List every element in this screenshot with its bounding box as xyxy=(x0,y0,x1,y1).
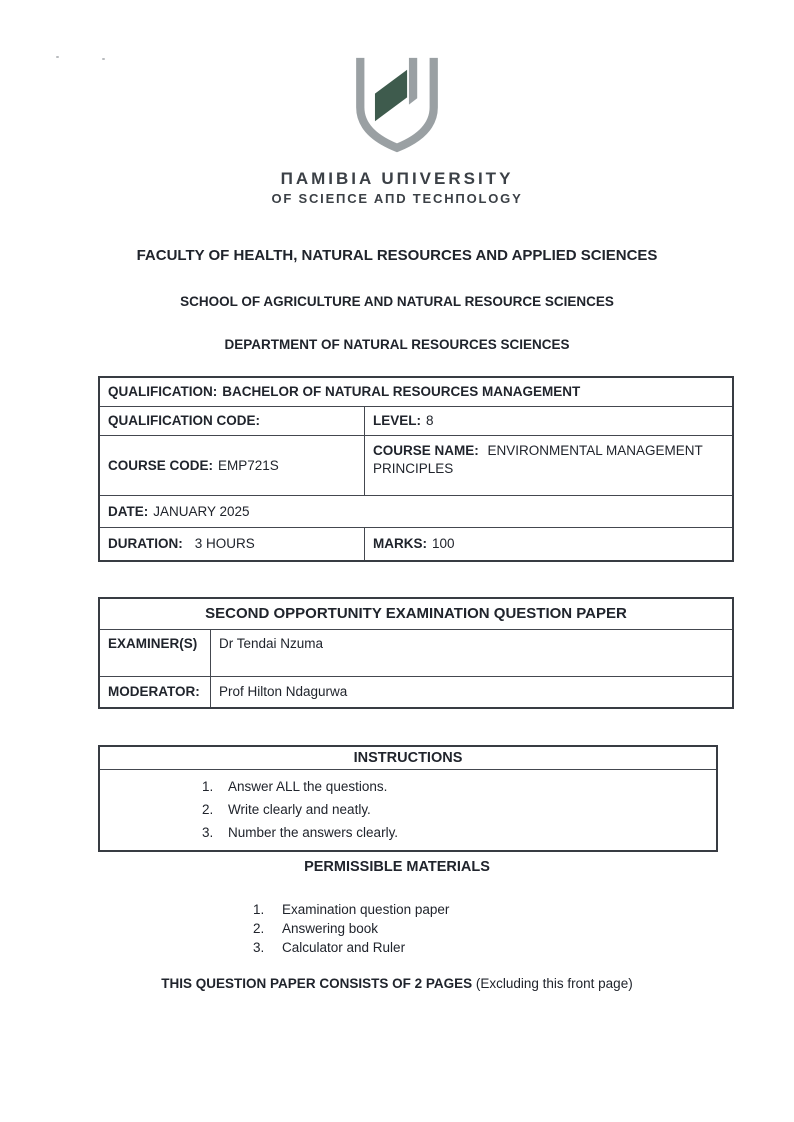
instruction-item xyxy=(202,775,716,798)
item-text: Examination question paper xyxy=(282,902,450,917)
course-name-label: COURSE NAME: xyxy=(373,443,479,458)
item-number: 2. xyxy=(253,921,265,936)
exam-paper-table xyxy=(98,597,734,709)
qualification-label: QUALIFICATION: xyxy=(108,384,218,400)
item-text: Calculator and Ruler xyxy=(282,940,406,955)
item-number: 2. xyxy=(202,802,214,817)
duration-cell xyxy=(100,527,365,560)
qualification-code-cell xyxy=(100,406,365,435)
qualification-code-label: QUALIFICATION CODE: xyxy=(108,413,260,429)
moderator-label: MODERATOR: xyxy=(100,676,211,707)
item-text: Number the answers clearly. xyxy=(228,825,399,840)
item-number: 3. xyxy=(202,825,214,840)
course-code-cell xyxy=(100,435,365,495)
university-shield-icon xyxy=(351,56,443,157)
marks-value: 100 xyxy=(432,536,455,552)
qualification-value: BACHELOR OF NATURAL RESOURCES MANAGEMENT xyxy=(222,384,581,400)
materials-title: PERMISSIBLE MATERIALS xyxy=(304,859,490,875)
materials-list xyxy=(253,900,449,957)
duration-label: DURATION: xyxy=(108,536,183,552)
course-code-value: EMP721S xyxy=(218,457,279,473)
university-logo xyxy=(0,56,794,206)
moderator-value: Prof Hilton Ndagurwa xyxy=(211,676,732,707)
university-tagline: OF SCIEΠCE AΠD TECHΠOLOGY xyxy=(271,191,523,206)
date-label: DATE: xyxy=(108,503,149,519)
marks-cell xyxy=(365,527,732,560)
course-name-cell xyxy=(365,435,732,495)
item-number: 1. xyxy=(253,902,265,917)
university-name: ΠAMIBIA UΠIVERSITY xyxy=(280,169,514,188)
examiner-value: Dr Tendai Nzuma xyxy=(211,629,732,676)
item-text: Answer ALL the questions. xyxy=(228,779,388,794)
instruction-item xyxy=(202,821,716,844)
instructions-list xyxy=(100,770,716,850)
page-count-regular: (Excluding this front page) xyxy=(475,976,633,991)
level-cell xyxy=(365,406,732,435)
instruction-item xyxy=(202,798,716,821)
faculty-heading: FACULTY OF HEALTH, NATURAL RESOURCES AND APPLIED SCIENCES xyxy=(136,247,658,264)
course-code-label: COURSE CODE: xyxy=(108,457,214,473)
item-number: 3. xyxy=(253,940,265,955)
page-count-bold: THIS QUESTION PAPER CONSISTS OF 2 PAGES xyxy=(161,976,473,991)
course-details-table xyxy=(98,376,734,562)
department-heading: DEPARTMENT OF NATURAL RESOURCES SCIENCES xyxy=(224,337,570,352)
level-value: 8 xyxy=(426,413,434,429)
material-item xyxy=(253,938,449,957)
date-value: JANUARY 2025 xyxy=(153,503,250,519)
course-name-value: ENVIRONMENTAL MANAGEMENT PRINCIPLES xyxy=(373,443,703,476)
item-text: Write clearly and neatly. xyxy=(228,802,371,817)
examiner-label: EXAMINER(S) xyxy=(100,629,211,676)
school-heading: SCHOOL OF AGRICULTURE AND NATURAL RESOURCE SCIENCES xyxy=(180,294,614,309)
duration-value: 3 HOURS xyxy=(194,536,255,552)
instructions-table xyxy=(98,745,718,852)
date-row xyxy=(100,495,732,527)
instructions-title: INSTRUCTIONS xyxy=(100,747,716,770)
page-count-note xyxy=(0,976,794,991)
qualification-row xyxy=(100,378,732,406)
marks-label: MARKS: xyxy=(373,536,427,552)
material-item xyxy=(253,900,449,919)
item-number: 1. xyxy=(202,779,214,794)
level-label: LEVEL: xyxy=(373,413,422,429)
item-text: Answering book xyxy=(282,921,379,936)
exam-paper-title: SECOND OPPORTUNITY EXAMINATION QUESTION PAPER xyxy=(205,605,627,623)
material-item xyxy=(253,919,449,938)
